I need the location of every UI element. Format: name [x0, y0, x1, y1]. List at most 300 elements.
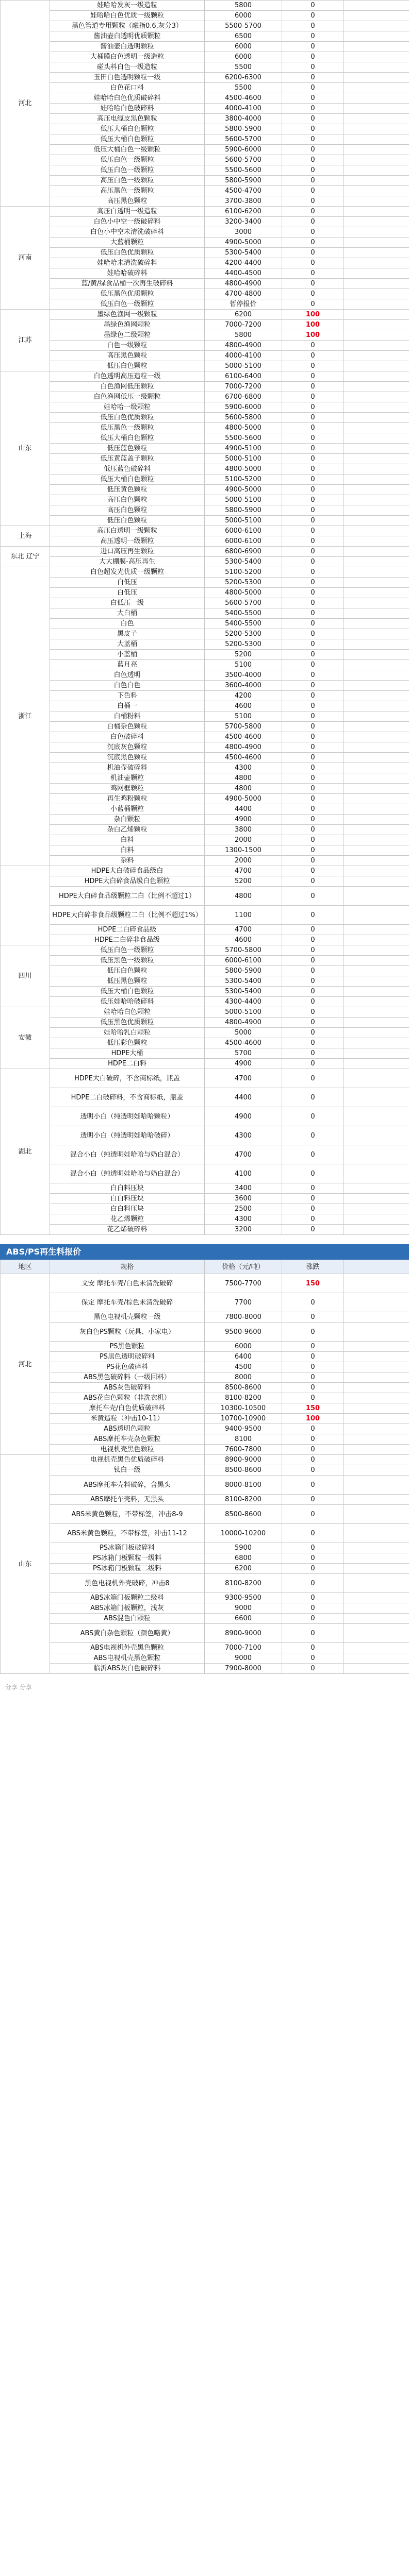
price-cell: 4400: [205, 1088, 282, 1107]
table-row: [1, 1553, 409, 1564]
extra-cell: [344, 660, 409, 670]
extra-cell: [344, 474, 409, 485]
price-cell: 5900-6000: [205, 402, 282, 413]
price-cell: 4800: [205, 887, 282, 906]
extra-cell: [344, 1653, 409, 1664]
price-cell: 7800-8000: [205, 1312, 282, 1323]
price-cell: 6000: [205, 1342, 282, 1352]
price-cell: 5600-5800: [205, 413, 282, 423]
spec-cell: 白桶粉料: [50, 711, 205, 722]
change-cell: 0: [282, 1543, 344, 1553]
extra-cell: [344, 1414, 409, 1424]
spec-cell: 杂白颗粒: [50, 815, 205, 825]
change-cell: 0: [282, 956, 344, 966]
extra-cell: [344, 176, 409, 186]
spec-cell: 机油壶颗粒: [50, 773, 205, 784]
change-cell: 100: [282, 320, 344, 330]
change-cell: 0: [282, 207, 344, 217]
spec-cell: 白色渔网低压一级颗粒: [50, 392, 205, 402]
table-row: [1, 268, 409, 279]
price-cell: 5800-5900: [205, 176, 282, 186]
change-cell: 0: [282, 925, 344, 935]
extra-cell: [344, 1038, 409, 1048]
spec-cell: PS黑色透明破碎料: [50, 1352, 205, 1362]
price-cell: 6400: [205, 1352, 282, 1362]
extra-cell: [344, 464, 409, 474]
price-cell: 6000-6100: [205, 536, 282, 547]
change-cell: 100: [282, 310, 344, 320]
table-row: [1, 1465, 409, 1476]
table-row: [1, 516, 409, 526]
price-cell: 5600-5700: [205, 155, 282, 165]
table-row: [1, 114, 409, 124]
price-cell: 3200: [205, 1225, 282, 1235]
price-cell: 5000-5100: [205, 516, 282, 526]
table-row: [1, 711, 409, 722]
change-cell: 0: [282, 124, 344, 134]
change-cell: 0: [282, 1574, 344, 1593]
change-cell: 0: [282, 1505, 344, 1524]
extra-cell: [344, 1434, 409, 1445]
spec-cell: 大白桶: [50, 608, 205, 619]
price-cell: 暂停报价: [205, 299, 282, 310]
extra-cell: [344, 526, 409, 536]
extra-cell: [344, 825, 409, 835]
change-cell: 0: [282, 1653, 344, 1664]
table-row: [1, 361, 409, 371]
table-row: [1, 987, 409, 997]
table-row: [1, 547, 409, 557]
table-row: [1, 413, 409, 423]
change-cell: 0: [282, 1624, 344, 1643]
table-row: [1, 639, 409, 650]
table-row: [1, 1059, 409, 1069]
region-cell: 河南: [1, 207, 50, 310]
change-cell: 0: [282, 516, 344, 526]
change-cell: 0: [282, 557, 344, 567]
table-row: [1, 557, 409, 567]
table-row: [1, 1603, 409, 1614]
extra-cell: [344, 289, 409, 299]
spec-cell: 低压白色颗粒: [50, 966, 205, 976]
spec-cell: HDPE大白碎食品级颗粒二白（比例不超过1）: [50, 887, 205, 906]
price-cell: 5200: [205, 650, 282, 660]
change-cell: 0: [282, 505, 344, 516]
change-cell: 0: [282, 1164, 344, 1183]
table-row: [1, 1126, 409, 1145]
spec-cell: 高压黑色一级颗粒: [50, 186, 205, 196]
price-cell: 4900-5000: [205, 794, 282, 804]
region-cell: 四川: [1, 945, 50, 1007]
price-cell: 7600-7800: [205, 1445, 282, 1455]
spec-cell: 沉底黑色颗粒: [50, 753, 205, 763]
change-cell: 0: [282, 763, 344, 773]
spec-cell: 娃哈哈发灰一级造粒: [50, 1, 205, 11]
spec-cell: ABS黑色破碎料（一级回料）: [50, 1372, 205, 1383]
table-row: [1, 1614, 409, 1624]
spec-cell: 娃哈哈破碎料: [50, 268, 205, 279]
header-price: 价格（元/吨）: [205, 1260, 282, 1274]
price-cell: 6200-6300: [205, 73, 282, 83]
pe-price-table: [0, 0, 409, 1235]
change-cell: 0: [282, 681, 344, 691]
spec-cell: 低压黑色优质颗粒: [50, 289, 205, 299]
extra-cell: [344, 536, 409, 547]
change-cell: 0: [282, 155, 344, 165]
region-cell: 安徽: [1, 1007, 50, 1069]
extra-cell: [344, 1007, 409, 1018]
spec-cell: ABS冰箱门板颗粒二级料: [50, 1593, 205, 1603]
table-row: [1, 1393, 409, 1403]
price-cell: 4900: [205, 1059, 282, 1069]
table-row: [1, 660, 409, 670]
table-row: [1, 866, 409, 876]
extra-cell: [344, 1088, 409, 1107]
price-cell: 9300-9500: [205, 1593, 282, 1603]
extra-cell: [344, 804, 409, 815]
spec-cell: 混合小白（纯透明娃哈哈与奶白混合）: [50, 1164, 205, 1183]
table-row: [1, 238, 409, 248]
change-cell: 0: [282, 660, 344, 670]
change-cell: 0: [282, 598, 344, 608]
spec-cell: 沉底灰色颗粒: [50, 742, 205, 753]
extra-cell: [344, 773, 409, 784]
table-row: [1, 433, 409, 444]
change-cell: 0: [282, 495, 344, 505]
table-row: [1, 330, 409, 341]
change-cell: 0: [282, 1564, 344, 1574]
extra-cell: [344, 906, 409, 925]
table-row: [1, 62, 409, 73]
spec-cell: 白白料压块: [50, 1204, 205, 1214]
price-cell: 4500: [205, 1362, 282, 1372]
change-cell: 0: [282, 976, 344, 987]
price-cell: 5300-5400: [205, 248, 282, 258]
spec-cell: 低压白色优质颗粒: [50, 413, 205, 423]
spec-cell: 低压黑色优质颗粒: [50, 1018, 205, 1028]
table-row: [1, 1455, 409, 1465]
table-row: [1, 31, 409, 42]
spec-cell: 低压蓝色颗粒: [50, 444, 205, 454]
watermark-text: 分享 分享: [5, 1684, 32, 1691]
table-row: [1, 722, 409, 732]
table-row: [1, 945, 409, 956]
extra-cell: [344, 1476, 409, 1495]
change-cell: 0: [282, 423, 344, 433]
price-cell: 8900-9000: [205, 1624, 282, 1643]
extra-cell: [344, 31, 409, 42]
extra-cell: [344, 945, 409, 956]
table-row: [1, 1564, 409, 1574]
spec-cell: ABS黄白杂色颗粒（颜色略黄）: [50, 1624, 205, 1643]
table-row: [1, 289, 409, 299]
spec-cell: 电视机壳黑色优质破碎料: [50, 1455, 205, 1465]
spec-cell: 黑色电视机外壳破碎，冲击8: [50, 1574, 205, 1593]
change-cell: 0: [282, 906, 344, 925]
change-cell: 0: [282, 1225, 344, 1235]
change-cell: 0: [282, 578, 344, 588]
price-cell: 3200-3400: [205, 217, 282, 227]
extra-cell: [344, 1393, 409, 1403]
price-cell: 2000: [205, 856, 282, 866]
change-cell: 0: [282, 1, 344, 11]
change-cell: 0: [282, 114, 344, 124]
extra-cell: [344, 1362, 409, 1372]
table-row: [1, 1414, 409, 1424]
spec-cell: 高压黑色颗粒: [50, 351, 205, 361]
change-cell: 0: [282, 134, 344, 145]
extra-cell: [344, 1018, 409, 1028]
table-row: [1, 935, 409, 945]
table-row: [1, 1342, 409, 1352]
spec-cell: 低压白色颗粒: [50, 361, 205, 371]
extra-cell: [344, 1593, 409, 1603]
table-row: [1, 1574, 409, 1593]
extra-cell: [344, 1403, 409, 1414]
spec-cell: 白色透明高压造粒一级: [50, 371, 205, 382]
price-cell: 9000: [205, 1653, 282, 1664]
abs-section-title: ABS/PS再生料报价: [0, 1244, 409, 1260]
extra-cell: [344, 1069, 409, 1088]
table-row: [1, 1383, 409, 1393]
change-cell: 0: [282, 732, 344, 742]
table-row: [1, 474, 409, 485]
table-row: [1, 526, 409, 536]
price-cell: 8900-9000: [205, 1455, 282, 1465]
price-cell: 8100-8200: [205, 1574, 282, 1593]
price-cell: 3700-3800: [205, 196, 282, 207]
table-row: [1, 52, 409, 62]
change-cell: 0: [282, 987, 344, 997]
price-cell: 4500-4700: [205, 186, 282, 196]
table-row: [1, 976, 409, 987]
change-cell: 0: [282, 1194, 344, 1204]
extra-cell: [344, 155, 409, 165]
spec-cell: 花乙烯破碎料: [50, 1225, 205, 1235]
price-cell: 4200: [205, 691, 282, 701]
price-cell: 5000-5100: [205, 361, 282, 371]
table-row: [1, 845, 409, 856]
price-cell: 5200: [205, 876, 282, 887]
extra-cell: [344, 1524, 409, 1543]
spec-cell: 低压大桶白色一级颗粒: [50, 145, 205, 155]
table-row: [1, 763, 409, 773]
extra-cell: [344, 196, 409, 207]
price-cell: 5500-5700: [205, 21, 282, 31]
spec-cell: PS花色破碎料: [50, 1362, 205, 1372]
change-cell: 0: [282, 1424, 344, 1434]
table-row: [1, 784, 409, 794]
table-row: [1, 42, 409, 52]
change-cell: 0: [282, 835, 344, 845]
spec-cell: 白低压: [50, 588, 205, 598]
table-row: [1, 310, 409, 320]
spec-cell: 高压透明一级颗粒: [50, 536, 205, 547]
table-row: [1, 258, 409, 268]
change-cell: 0: [282, 1372, 344, 1383]
price-cell: 5100: [205, 711, 282, 722]
price-cell: 5000-5100: [205, 1007, 282, 1018]
extra-cell: [344, 248, 409, 258]
spec-cell: 高压白色颗粒: [50, 495, 205, 505]
spec-cell: 碰头料白色一级造粒: [50, 62, 205, 73]
extra-cell: [344, 1643, 409, 1653]
change-cell: 0: [282, 784, 344, 794]
extra-cell: [344, 1372, 409, 1383]
price-cell: 8100: [205, 1434, 282, 1445]
change-cell: 0: [282, 804, 344, 815]
spec-cell: 墨绿色渔网一级颗粒: [50, 310, 205, 320]
price-cell: 4700: [205, 1145, 282, 1164]
change-cell: 0: [282, 588, 344, 598]
spec-cell: 下色料: [50, 691, 205, 701]
table-row: [1, 691, 409, 701]
extra-cell: [344, 1028, 409, 1038]
price-cell: 5400-5500: [205, 608, 282, 619]
price-cell: 4500-4600: [205, 1038, 282, 1048]
table-row: [1, 320, 409, 330]
price-cell: 5700: [205, 1048, 282, 1059]
price-cell: 5800: [205, 330, 282, 341]
change-cell: 0: [282, 104, 344, 114]
extra-cell: [344, 1126, 409, 1145]
spec-cell: 白白料压块: [50, 1183, 205, 1194]
region-cell: 东北 辽宁: [1, 547, 50, 567]
extra-cell: [344, 691, 409, 701]
price-cell: 5200-5300: [205, 639, 282, 650]
table-row: [1, 1434, 409, 1445]
change-cell: 0: [282, 887, 344, 906]
table-row: [1, 1323, 409, 1342]
table-row: [1, 402, 409, 413]
table-row: [1, 83, 409, 93]
header-change: 涨跌: [282, 1260, 344, 1274]
table-row: [1, 1624, 409, 1643]
price-cell: 7000-7100: [205, 1643, 282, 1653]
spec-cell: 白色花口料: [50, 83, 205, 93]
region-cell: 浙江: [1, 567, 50, 866]
region-cell: 山东: [1, 1455, 50, 1674]
table-row: [1, 794, 409, 804]
price-cell: 6000: [205, 42, 282, 52]
price-cell: 3500-4000: [205, 670, 282, 681]
spec-cell: 娃哈哈未清洗破碎料: [50, 258, 205, 268]
change-cell: 0: [282, 1018, 344, 1028]
extra-cell: [344, 258, 409, 268]
spec-cell: 高压白色颗粒: [50, 505, 205, 516]
spec-cell: 玉田白色透明颗粒一级: [50, 73, 205, 83]
spec-cell: 低压白色一级颗粒: [50, 945, 205, 956]
change-cell: 0: [282, 691, 344, 701]
table-row: [1, 186, 409, 196]
spec-cell: 临沂ABS灰白色破碎料: [50, 1664, 205, 1674]
extra-cell: [344, 227, 409, 238]
change-cell: 0: [282, 1393, 344, 1403]
extra-cell: [344, 670, 409, 681]
price-cell: 8000-8100: [205, 1476, 282, 1495]
extra-cell: [344, 1603, 409, 1614]
table-row: [1, 351, 409, 361]
change-cell: 0: [282, 42, 344, 52]
spec-cell: 低压黑色一级颗粒: [50, 423, 205, 433]
change-cell: 0: [282, 670, 344, 681]
spec-cell: 娃哈哈白色破碎料: [50, 104, 205, 114]
change-cell: 0: [282, 217, 344, 227]
spec-cell: 小蓝桶: [50, 650, 205, 660]
change-cell: 0: [282, 567, 344, 578]
table-row: [1, 1476, 409, 1495]
extra-cell: [344, 423, 409, 433]
spec-cell: ABS透明色颗粒: [50, 1424, 205, 1434]
price-cell: 4500-4600: [205, 732, 282, 742]
spec-cell: 文安 摩托车壳/白色未清洗破碎: [50, 1274, 205, 1293]
spec-cell: 低压大桶白色颗粒: [50, 474, 205, 485]
extra-cell: [344, 1543, 409, 1553]
change-cell: 0: [282, 248, 344, 258]
price-cell: 6600: [205, 1614, 282, 1624]
spec-cell: 低压白色一级颗粒: [50, 165, 205, 176]
change-cell: 100: [282, 330, 344, 341]
extra-cell: [344, 238, 409, 248]
spec-cell: 高压黑色颗粒: [50, 196, 205, 207]
extra-cell: [344, 1048, 409, 1059]
price-cell: 6800: [205, 1553, 282, 1564]
price-cell: 5700-5800: [205, 945, 282, 956]
table-row: [1, 925, 409, 935]
extra-cell: [344, 619, 409, 629]
extra-cell: [344, 608, 409, 619]
table-row: [1, 423, 409, 433]
spec-cell: 电视机壳黑色颗粒: [50, 1445, 205, 1455]
price-cell: 4800-4900: [205, 341, 282, 351]
extra-cell: [344, 1342, 409, 1352]
price-cell: 4500-4600: [205, 753, 282, 763]
extra-cell: [344, 1164, 409, 1183]
price-cell: 2500: [205, 1204, 282, 1214]
extra-cell: [344, 1352, 409, 1362]
spec-cell: 娃哈哈白色颗粒: [50, 1007, 205, 1018]
header-region: 地区: [1, 1260, 50, 1274]
extra-cell: [344, 976, 409, 987]
table-row: [1, 1214, 409, 1225]
extra-cell: [344, 371, 409, 382]
table-row: [1, 1372, 409, 1383]
extra-cell: [344, 732, 409, 742]
price-cell: 6200: [205, 1564, 282, 1574]
spec-cell: HDPE大白破碎食品级白: [50, 866, 205, 876]
change-cell: 0: [282, 1476, 344, 1495]
price-cell: 3800-4000: [205, 114, 282, 124]
spec-cell: ABS米黄色颗粒，不带标签，冲击11-12: [50, 1524, 205, 1543]
extra-cell: [344, 763, 409, 773]
extra-cell: [344, 134, 409, 145]
change-cell: 0: [282, 1614, 344, 1624]
price-cell: 8100-8200: [205, 1393, 282, 1403]
spec-cell: 透明小白（纯透明娃哈哈破碎）: [50, 1126, 205, 1145]
table-row: [1, 956, 409, 966]
spec-cell: 米黄造粒（冲击10-11）: [50, 1414, 205, 1424]
price-cell: 10300-10500: [205, 1403, 282, 1414]
spec-cell: 高压白透明一级造粒: [50, 207, 205, 217]
extra-cell: [344, 207, 409, 217]
table-row: [1, 485, 409, 495]
extra-cell: [344, 11, 409, 21]
table-row: [1, 1653, 409, 1664]
spec-cell: 大桶膜白色透明一级造粒: [50, 52, 205, 62]
change-cell: 0: [282, 279, 344, 289]
spec-cell: 鸡网框颗粒: [50, 784, 205, 794]
price-cell: 4700: [205, 866, 282, 876]
